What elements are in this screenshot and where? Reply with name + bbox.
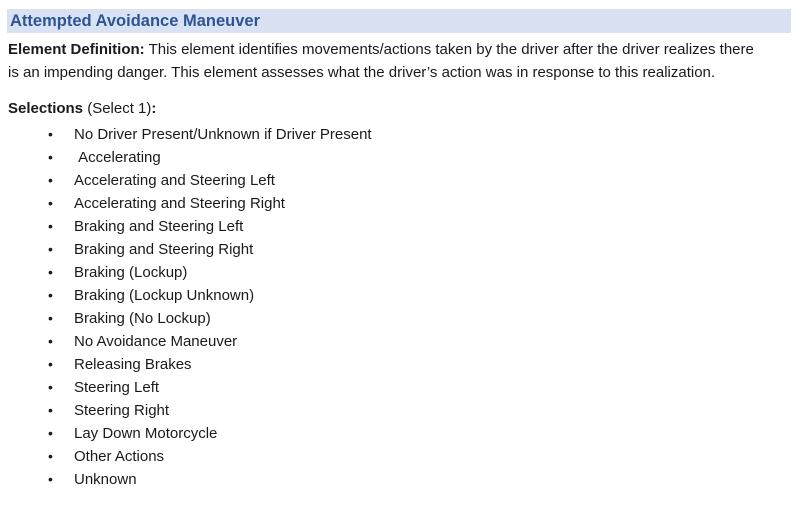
bullet-icon: • (48, 356, 53, 372)
selections-colon: : (151, 100, 157, 117)
list-item-label: Unknown (74, 471, 137, 488)
list-item-label: Braking (Lockup) (74, 264, 188, 281)
list-item (0, 215, 800, 238)
list-item (0, 169, 800, 192)
selections-label: Selections (8, 100, 84, 117)
element-definition-paragraph (8, 38, 768, 84)
element-definition-label: Element Definition: (8, 41, 145, 58)
list-item (0, 238, 800, 261)
bullet-icon: • (48, 402, 53, 418)
list-item (0, 353, 800, 376)
bullet-icon: • (48, 379, 53, 395)
list-item (0, 330, 800, 353)
bullet-icon: • (48, 333, 53, 349)
bullet-icon: • (48, 425, 53, 441)
bullet-icon: • (48, 218, 53, 234)
list-item (0, 307, 800, 330)
list-item-label: No Driver Present/Unknown if Driver Present (74, 126, 372, 143)
list-item-label: Lay Down Motorcycle (74, 425, 218, 442)
section-header (7, 9, 791, 33)
list-item-label: No Avoidance Maneuver (74, 333, 238, 350)
list-item-label: Accelerating and Steering Right (74, 195, 285, 212)
selections-heading (8, 97, 800, 120)
bullet-icon: • (48, 241, 53, 257)
bullet-icon: • (48, 172, 53, 188)
bullet-icon: • (48, 287, 53, 303)
list-item-label: Braking (No Lockup) (74, 310, 211, 327)
list-item-label: Other Actions (74, 448, 165, 465)
bullet-icon: • (48, 310, 53, 326)
list-item-label: Steering Left (74, 379, 160, 396)
list-item-label: Releasing Brakes (74, 356, 192, 373)
list-item (0, 284, 800, 307)
list-item-label: Steering Right (74, 402, 170, 419)
list-item (0, 261, 800, 284)
section-title: Attempted Avoidance Maneuver (10, 11, 260, 30)
bullet-icon: • (48, 126, 53, 142)
selections-suffix: (Select 1) (83, 100, 152, 117)
list-item (0, 422, 800, 445)
list-item (0, 123, 800, 146)
list-item (0, 445, 800, 468)
list-item-label: Braking (Lockup Unknown) (74, 287, 255, 304)
list-item (0, 192, 800, 215)
list-item (0, 146, 800, 169)
selections-list (0, 123, 800, 491)
list-item-label: Braking and Steering Right (74, 241, 254, 258)
bullet-icon: • (48, 471, 53, 487)
list-item-label: Accelerating (74, 149, 161, 166)
bullet-icon: • (48, 195, 53, 211)
bullet-icon: • (48, 264, 53, 280)
element-definition-text: This element identifies movements/actions taken by the driver after the driver realizes there is an impending danger. This element assesses what the driver’s action was in response to this realization. (8, 41, 754, 81)
list-item-label: Accelerating and Steering Left (74, 172, 275, 189)
bullet-icon: • (48, 448, 53, 464)
list-item (0, 399, 800, 422)
list-item-label: Braking and Steering Left (74, 218, 244, 235)
bullet-icon: • (48, 149, 53, 165)
list-item (0, 468, 800, 491)
list-item (0, 376, 800, 399)
